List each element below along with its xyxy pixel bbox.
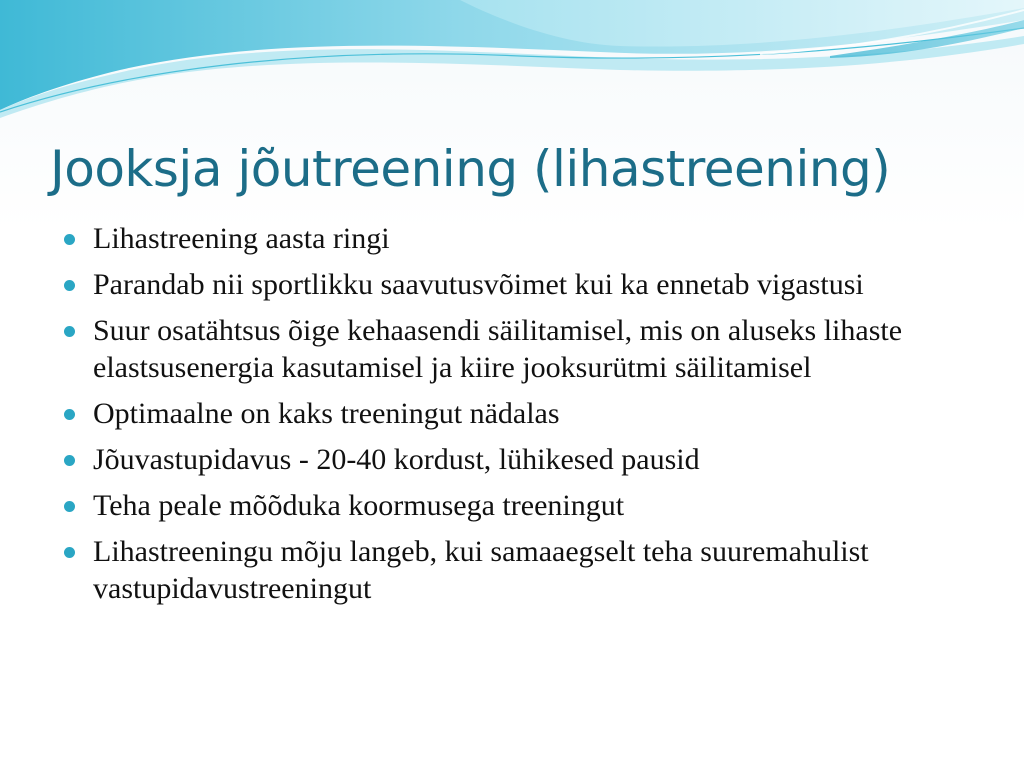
bullet-text: Lihastreening aasta ringi [93, 222, 390, 255]
list-item [64, 266, 944, 303]
bullet-text: Jõuvastupidavus - 20-40 kordust, lühikesed pausid [93, 443, 700, 476]
list-item [64, 312, 944, 386]
list-item [64, 487, 944, 524]
bullet-marker [64, 280, 75, 291]
list-item [64, 220, 944, 257]
bullet-list [64, 220, 944, 616]
bullet-text: Teha peale mõõduka koormusega treeningut [93, 489, 625, 522]
bullet-text: Suur osatähtsus õige kehaasendi säilitamisel, mis on aluseks lihaste elastsusenergia kasutamisel ja kiire jooksurütmi säilitamisel [93, 314, 903, 384]
list-item [64, 441, 944, 478]
slide-title: Jooksja jõutreening (lihastreening) [50, 140, 891, 198]
bullet-marker [64, 547, 75, 558]
bullet-marker [64, 326, 75, 337]
list-item [64, 533, 944, 607]
bullet-marker [64, 501, 75, 512]
wave-header-decoration [0, 0, 1024, 120]
bullet-marker [64, 234, 75, 245]
list-item [64, 395, 944, 432]
bullet-marker [64, 409, 75, 420]
bullet-text: Lihastreeningu mõju langeb, kui samaaegselt teha suuremahulist vastupidavustreeningut [93, 535, 869, 605]
bullet-text: Parandab nii sportlikku saavutusvõimet kui ka ennetab vigastusi [93, 268, 864, 301]
bullet-marker [64, 455, 75, 466]
bullet-text: Optimaalne on kaks treeningut nädalas [93, 397, 560, 430]
